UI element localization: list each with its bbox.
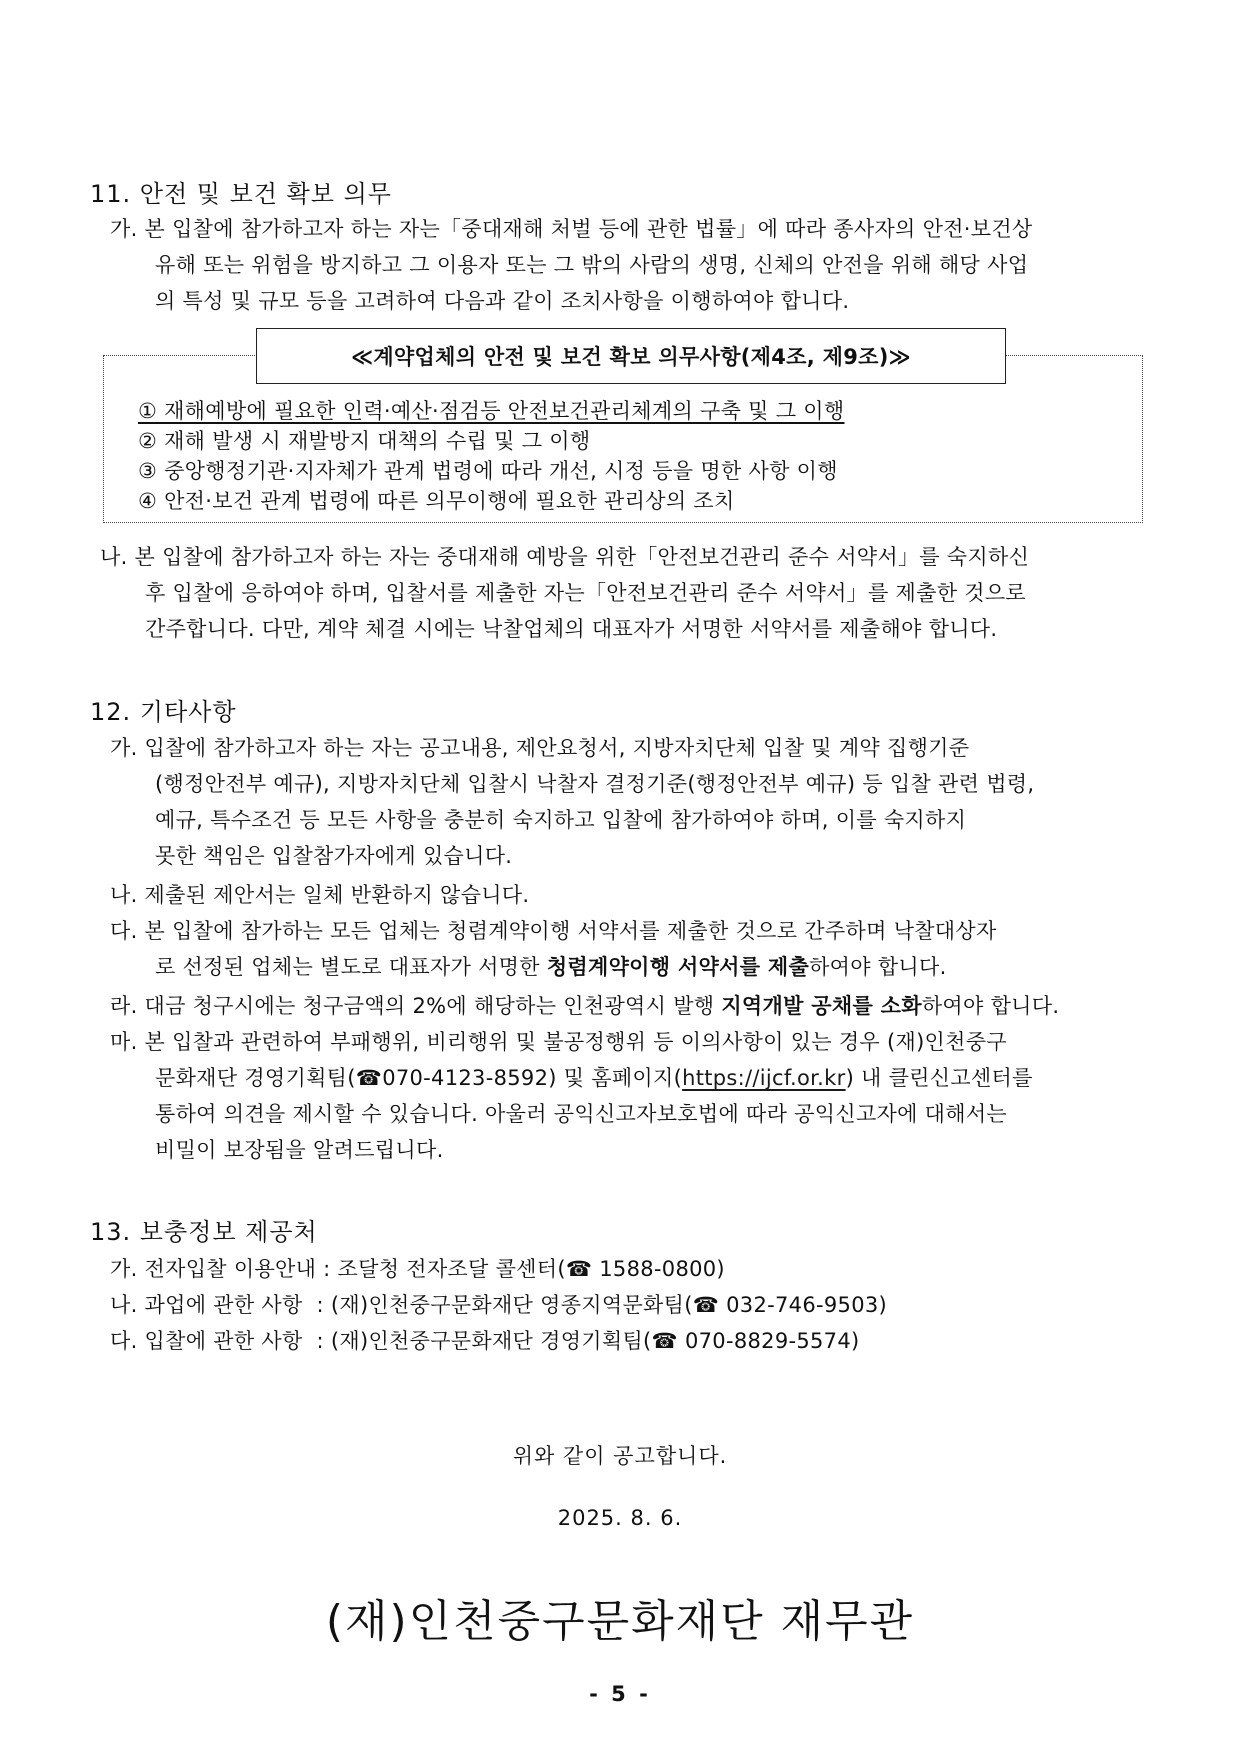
s12-ma-line-3: 통하여 의견을 제시할 수 있습니다. 아울러 공익신고자보호법에 따라 공익신고자에 대해서는 xyxy=(155,1102,1008,1126)
notice-date: 2025. 8. 6. xyxy=(557,1506,683,1530)
s12-ga-line-4: 못한 책임은 입찰참가자에게 있습니다. xyxy=(155,844,513,868)
s12-da-line-2 xyxy=(155,951,947,981)
obligation-item-4: ④ 안전·보건 관계 법령에 따른 의무이행에 필요한 관리상의 조치 xyxy=(138,489,735,513)
section-11-title: 11. 안전 및 보건 확보 의무 xyxy=(90,180,392,208)
obligation-item-1: ① 재해예방에 필요한 인력·예산·점검등 안전보건관리체계의 구축 및 그 이행 xyxy=(138,399,845,423)
s13-item-3: 다. 입찰에 관한 사항 : (재)인천중구문화재단 경영기획팀(☎ 070-8829-5574) xyxy=(110,1329,860,1353)
s12-da-line-2-pre: 로 선정된 업체는 별도로 대표자가 서명한 xyxy=(155,955,547,979)
s12-da-line-1: 다. 본 입찰에 참가하는 모든 업체는 청렴계약이행 서약서를 제출한 것으로 간주하며 낙찰대상자 xyxy=(110,919,997,943)
obligations-box-title: ≪계약업체의 안전 및 보건 확보 의무사항(제4조, 제9조)≫ xyxy=(256,328,1006,384)
s13-item-1: 가. 전자입찰 이용안내 : 조달청 전자조달 콜센터(☎ 1588-0800) xyxy=(110,1257,725,1281)
s11-na-line-2: 후 입찰에 응하여야 하며, 입찰서를 제출한 자는「안전보건관리 준수 서약서」를 제출한 것으로 xyxy=(145,581,1027,605)
s12-ma-line-2-post: ) 내 클린신고센터를 xyxy=(845,1066,1033,1090)
s12-da-line-2-bold: 청렴계약이행 서약서를 제출 xyxy=(546,955,810,979)
s11-ga-line-2: 유해 또는 위험을 방지하고 그 이용자 또는 그 밖의 사람의 생명, 신체의 안전을 위해 해당 사업 xyxy=(155,253,1029,277)
signer-name: (재)인천중구문화재단 재무관 xyxy=(325,1596,915,1647)
homepage-link[interactable]: https://ijcf.or.kr xyxy=(682,1066,846,1090)
s12-ma-line-2 xyxy=(155,1062,1033,1092)
s11-ga-line-1: 가. 본 입찰에 참가하고자 하는 자는「중대재해 처벌 등에 관한 법률」에 따라 종사자의 안전·보건상 xyxy=(110,217,1033,241)
s12-da-line-2-post: 하여야 합니다. xyxy=(809,955,947,979)
page-number: - 5 - xyxy=(589,1682,651,1706)
section-13-title: 13. 보충정보 제공처 xyxy=(90,1218,318,1246)
obligation-item-3: ③ 중앙행정기관·지자체가 관계 법령에 따라 개선, 시정 등을 명한 사항 이행 xyxy=(138,459,838,483)
s12-ma-line-1: 마. 본 입찰과 관련하여 부패행위, 비리행위 및 불공정행위 등 이의사항이 있는 경우 (재)인천중구 xyxy=(110,1030,1007,1054)
s12-ra-post: 하여야 합니다. xyxy=(921,994,1060,1018)
s11-ga-line-3: 의 특성 및 규모 등을 고려하여 다음과 같이 조치사항을 이행하여야 합니다. xyxy=(155,289,850,313)
obligation-item-2: ② 재해 발생 시 재발방지 대책의 수립 및 그 이행 xyxy=(138,429,591,453)
closing-statement: 위와 같이 공고합니다. xyxy=(512,1444,728,1468)
s13-item-2: 나. 과업에 관한 사항 : (재)인천중구문화재단 영종지역문화팀(☎ 032-746-9503) xyxy=(110,1293,888,1317)
s12-ma-line-4: 비밀이 보장됨을 알려드립니다. xyxy=(155,1138,444,1162)
s12-ga-line-3: 예규, 특수조건 등 모든 사항을 충분히 숙지하고 입찰에 참가하여야 하며, 이를 숙지하지 xyxy=(155,808,967,832)
s12-na-line: 나. 제출된 제안서는 일체 반환하지 않습니다. xyxy=(110,883,530,907)
s12-ma-line-2-pre: 문화재단 경영기획팀(☎070-4123-8592) 및 홈페이지( xyxy=(155,1066,683,1090)
s12-ra-bold: 지역개발 공채를 소화 xyxy=(721,994,922,1018)
s11-na-line-3: 간주합니다. 다만, 계약 체결 시에는 낙찰업체의 대표자가 서명한 서약서를 제출해야 합니다. xyxy=(145,617,998,641)
s12-ra-pre: 라. 대금 청구시에는 청구금액의 2%에 해당하는 인천광역시 발행 xyxy=(110,994,722,1018)
s12-ra-line xyxy=(110,990,1059,1020)
s12-ga-line-2: (행정안전부 예규), 지방자치단체 입찰시 낙찰자 결정기준(행정안전부 예규) 등 입찰 관련 법령, xyxy=(155,772,1035,796)
section-12-title: 12. 기타사항 xyxy=(90,698,237,726)
s12-ga-line-1: 가. 입찰에 참가하고자 하는 자는 공고내용, 제안요청서, 지방자치단체 입찰 및 계약 집행기준 xyxy=(110,736,970,760)
s11-na-line-1: 나. 본 입찰에 참가하고자 하는 자는 중대재해 예방을 위한「안전보건관리 준수 서약서」를 숙지하신 xyxy=(100,545,1030,569)
